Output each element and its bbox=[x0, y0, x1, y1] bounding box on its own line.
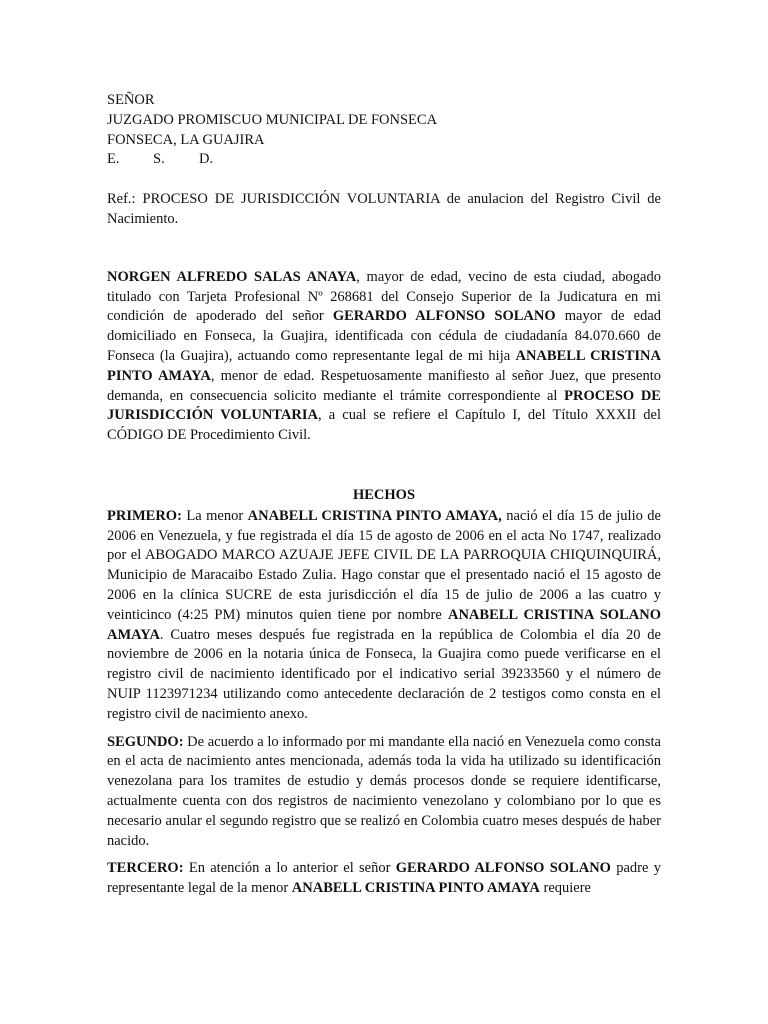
fact-tercero-name-1: GERARDO ALFONSO SOLANO bbox=[395, 860, 611, 877]
fact-primero-text-3: . Cuatro meses después fue registrada en la república de Colombia el día 20 de noviembre de 2006 en la notaria única de Fonseca, la Guajira como puede verificarse en el registro civil de nacimiento identificado por el indicativo serial 39233560 y el número de NUIP 1123971234 utilizando como antecedente declaración de 2 testigos como consta en el registro civil de nacimiento anexo. bbox=[107, 626, 661, 722]
fact-tercero bbox=[107, 859, 661, 899]
court-location: FONSECA, LA GUAJIRA bbox=[107, 131, 265, 148]
esd-line bbox=[107, 150, 661, 170]
fact-primero-text-2: nació el día 15 de julio de 2006 en Venezuela, y fue registrada el día 15 de agosto de 2006 en el acta No 1747, realizado por el ABOGADO MARCO AZUAJE JEFE CIVIL DE LA PARROQUIA CHIQUINQUIRÁ, Municipio de Maracaibo Estado Zulia. Hago constar que el presentado nació el 15 agosto de 2006 en la clínica SUCRE de esta jurisdicción el día 15 de julio de 2006 a las cuatro y veinticinco (4:25 PM) minutos quien tiene por nombre bbox=[107, 507, 661, 623]
reference-line: Ref.: PROCESO DE JURISDICCIÓN VOLUNTARIA de anulacion del Registro Civil de Nacimiento. bbox=[107, 191, 661, 227]
fact-primero bbox=[107, 507, 661, 725]
minor-name: ANABELL CRISTINA PINTO AMAYA bbox=[107, 347, 661, 384]
client-name: GERARDO ALFONSO SOLANO bbox=[332, 308, 556, 325]
section-heading: HECHOS bbox=[352, 486, 416, 503]
addressee-block bbox=[107, 91, 661, 170]
fact-primero-name-1: ANABELL CRISTINA PINTO AMAYA, bbox=[247, 507, 502, 524]
document-body bbox=[107, 91, 661, 907]
fact-tercero-text-3: requiere bbox=[539, 880, 591, 897]
intro-text-4: , a cual se refiere el Capítulo I, del Título XXXII del CÓDIGO DE Procedimiento Civil. bbox=[107, 407, 661, 444]
fact-tercero-label: TERCERO: bbox=[107, 860, 184, 877]
fact-segundo-label: SEGUNDO: bbox=[107, 733, 184, 750]
process-name: PROCESO DE JURISDICCIÓN VOLUNTARIA bbox=[107, 387, 661, 424]
fact-tercero-name-2: ANABELL CRISTINA PINTO AMAYA bbox=[291, 880, 540, 897]
esd-d: D. bbox=[199, 151, 214, 168]
intro-text-3: , menor de edad. Respetuosamente manifiesto al señor Juez, que presento demanda, en consecuencia solicito mediante el trámite correspondiente al bbox=[107, 367, 661, 404]
intro-paragraph bbox=[107, 268, 661, 446]
fact-segundo-text: De acuerdo a lo informado por mi mandante ella nació en Venezuela como consta en el acta de nacimiento antes mencionada, además toda la vida ha utilizado su identificación venezolana para los tramites de estudio y demás procesos donde se requiere identificarse, actualmente cuenta con dos registros de nacimiento venezolano y colombiano por lo que es necesario anular el segundo registro que se realizó en Colombia cuatro meses después de haber nacido. bbox=[107, 733, 661, 849]
attorney-name: NORGEN ALFREDO SALAS ANAYA bbox=[107, 268, 357, 285]
intro-text-2: mayor de edad domiciliado en Fonseca, la Guajira, identificada con cédula de ciudadanía 84.070.660 de Fonseca (la Guajira), actuando como representante legal de mi hija bbox=[107, 308, 661, 364]
court-name: JUZGADO PROMISCUO MUNICIPAL DE FONSECA bbox=[107, 111, 438, 128]
fact-tercero-text-2: padre y representante legal de la menor bbox=[107, 860, 661, 897]
fact-primero-text-1: La menor bbox=[181, 507, 248, 524]
fact-segundo bbox=[107, 733, 661, 852]
fact-primero-label: PRIMERO: bbox=[107, 507, 182, 524]
intro-text-1: , mayor de edad, vecino de esta ciudad, abogado titulado con Tarjeta Profesional Nº 268681 del Consejo Superior de la Judicatura en mi condición de apoderado del señor bbox=[107, 268, 661, 325]
fact-primero-name-2: ANABELL CRISTINA SOLANO AMAYA bbox=[107, 606, 661, 643]
esd-s: S. bbox=[153, 151, 165, 168]
esd-e: E. bbox=[107, 151, 120, 168]
fact-tercero-text-1: En atención a lo anterior el señor bbox=[183, 860, 396, 877]
addressee-title: SEÑOR bbox=[107, 92, 155, 108]
